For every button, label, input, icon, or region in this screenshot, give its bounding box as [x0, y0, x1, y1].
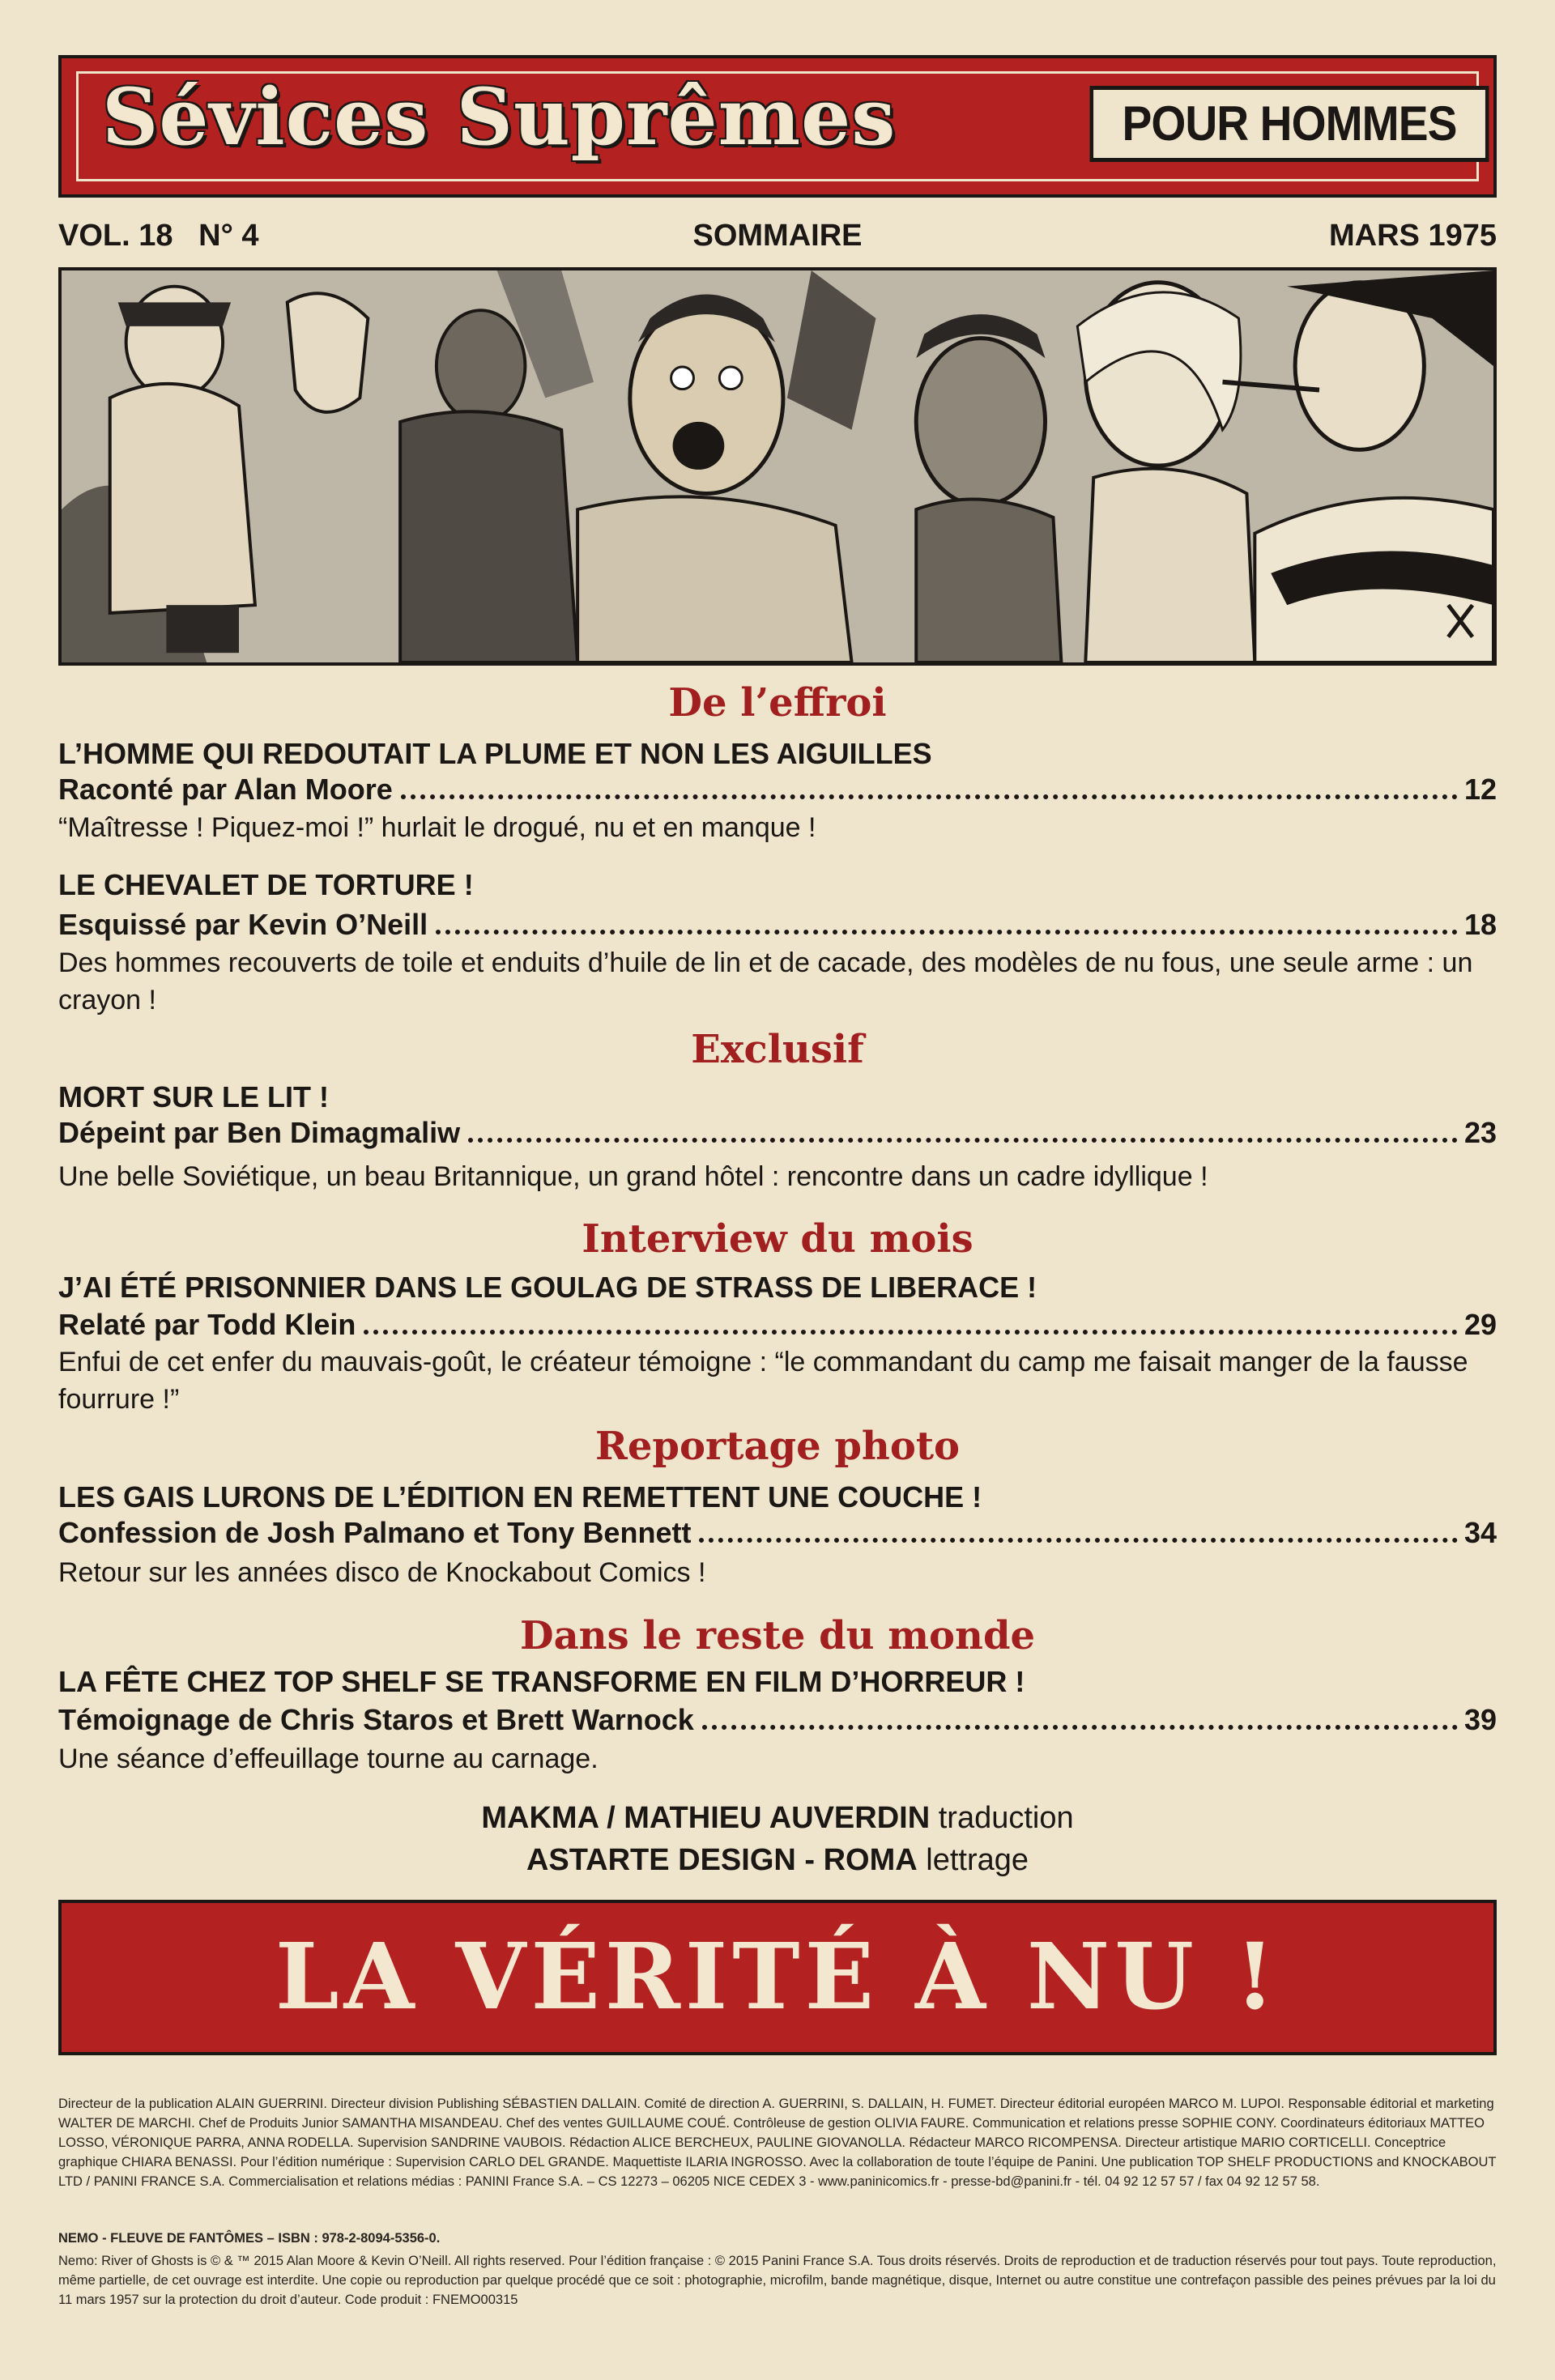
legal-isbn-text: NEMO - FLEUVE DE FANTÔMES – ISBN : 978-2-8094-5356-0.	[58, 2231, 441, 2246]
legal-rights-text: Nemo: River of Ghosts is © & ™ 2015 Alan Moore & Kevin O’Neill. All rights reserved. Pour l’édition française : © 2015 Panini France S.A. Tous droits réservés. Droits de reproduction et de traduction réservés pour tout pays. Toute reproduction, même partielle, de cet ouvrage est interdite. Une copie ou reproduction par quelque procédé que ce soit : photographie, microfilm, bande magnétique, disque, Internet ou autre constitue une contrefaçon passible des peines prévues par la loi du 11 mars 1957 sur la protection du droit d’auteur. Code produit : FNEMO00315	[58, 2254, 1497, 2307]
magazine-subtitle: POUR HOMMES	[1089, 86, 1489, 162]
story-byline	[58, 1515, 1497, 1551]
issue-date: MARS 1975	[1329, 219, 1497, 253]
magazine-title: Sévices Suprêmes	[102, 71, 897, 163]
legal-rights	[58, 2251, 1497, 2310]
story-title: LA FÊTE CHEZ TOP SHELF SE TRANSFORME EN FILM D’HORREUR !	[58, 1665, 1025, 1698]
cover-illustration	[58, 267, 1497, 666]
story-title: MORT SUR LE LIT !	[58, 1080, 329, 1113]
story-byline	[58, 772, 1497, 807]
section-title: Dans le reste du monde	[519, 1613, 1036, 1658]
leader-dots	[702, 1702, 1458, 1730]
page-number: 39	[1463, 1703, 1497, 1736]
story-description: “Maîtresse ! Piquez-moi !” hurlait le drogué, nu et en manque !	[58, 812, 816, 843]
legal-isbn	[58, 2229, 1497, 2248]
page-number: 34	[1463, 1516, 1497, 1549]
story-byline	[58, 1307, 1497, 1343]
story-description: Enfui de cet enfer du mauvais-goût, le créateur témoigne : “le commandant du camp me faisait manger de la fausse fourrure !”	[58, 1347, 1468, 1415]
legal-staff-text: Directeur de la publication ALAIN GUERRINI. Directeur division Publishing SÉBASTIEN DALLAIN. Comité de direction A. GUERRINI, S. DALLAIN, H. FUMET. Directeur éditorial européen MARCO M. LUPOI. Responsable éditorial et marketing WALTER DE MARCHI. Chef de Produits Junior SAMANTHA MISANDEAU. Chef des ventes GUILLAUME COUÉ. Contrôleuse de gestion OLIVIA FAURE. Communication et relations presse SOPHIE CONY. Coordinateurs éditoriaux MATTEO LOSSO, VÉRONIQUE PARRA, ANNA RODELLA. Supervision SANDRINE VAUBOIS. Rédaction ALICE BERCHEUX, PAULINE GIOVANOLLA. Rédacteur MARCO RICOMPENSA. Directeur artistique MARIO CORTICELLI. Conceptrice graphique CHIARA BENASSI. Pour l’édition numérique : Supervision CARLO DEL GRANDE. Maquettiste ILARIA INGROSSO. Avec la collaboration de toute l’équipe de Panini. Une publication TOP SHELF PRODUCTIONS and KNOCKABOUT LTD / PANINI FRANCE S.A. Commercialisation et relations médias : PANINI France S.A. – CS 12273 – 06205 NICE CEDEX 3 - www.paninicomics.fr - presse-bd@panini.fr - tél. 04 92 12 57 57 / fax 04 92 12 57 58.	[58, 2097, 1497, 2189]
leader-dots	[436, 907, 1458, 935]
story-description: Retour sur les années disco de Knockabout Comics !	[58, 1557, 706, 1588]
page-number: 23	[1463, 1116, 1497, 1149]
letterer-name: ASTARTE DESIGN - ROMA	[526, 1843, 918, 1877]
translator-role: traduction	[938, 1801, 1074, 1835]
section-title: Reportage photo	[594, 1424, 961, 1469]
story-title: L’HOMME QUI REDOUTAIT LA PLUME ET NON LES AIGUILLES	[58, 737, 932, 770]
translator-name: MAKMA / MATHIEU AUVERDIN	[481, 1801, 931, 1835]
bottom-banner	[58, 1900, 1497, 2055]
masthead	[58, 55, 1497, 198]
byline-author: Raconté par Alan Moore	[58, 773, 393, 806]
credits-translation	[58, 1796, 1497, 1840]
story-byline	[58, 1702, 1497, 1738]
leader-dots	[364, 1307, 1458, 1335]
contents-heading: SOMMAIRE	[692, 219, 863, 253]
page-number: 29	[1463, 1308, 1497, 1341]
leader-dots	[401, 772, 1458, 799]
story-byline	[58, 1115, 1497, 1151]
illustration-art	[62, 270, 1493, 662]
story-byline	[58, 907, 1497, 943]
story-title: LES GAIS LURONS DE L’ÉDITION EN REMETTENT UNE COUCHE !	[58, 1480, 982, 1514]
story-description: Une belle Soviétique, un beau Britannique, un grand hôtel : rencontre dans un cadre idyllique !	[58, 1161, 1208, 1192]
legal-staff-credits	[58, 2094, 1497, 2191]
letterer-role: lettrage	[926, 1843, 1029, 1877]
credits-lettering	[58, 1838, 1497, 1882]
byline-author: Témoignage de Chris Staros et Brett Warnock	[58, 1703, 694, 1736]
story-title: LE CHEVALET DE TORTURE !	[58, 868, 474, 901]
issue-info-bar	[58, 215, 1497, 256]
byline-author: Relaté par Todd Klein	[58, 1308, 356, 1341]
page-number: 18	[1463, 908, 1497, 941]
byline-author: Confession de Josh Palmano et Tony Bennett	[58, 1516, 692, 1549]
byline-author: Dépeint par Ben Dimagmaliw	[58, 1116, 461, 1149]
section-title: Interview du mois	[582, 1216, 973, 1262]
section-title: Exclusif	[691, 1027, 864, 1072]
leader-dots	[699, 1515, 1458, 1543]
story-description: Une séance d’effeuillage tourne au carnage.	[58, 1743, 599, 1774]
banner-slogan: LA VÉRITÉ À NU !	[275, 1924, 1280, 2030]
byline-author: Esquissé par Kevin O’Neill	[58, 908, 428, 941]
leader-dots	[468, 1115, 1458, 1143]
story-title: J’AI ÉTÉ PRISONNIER DANS LE GOULAG DE STRASS DE LIBERACE !	[58, 1271, 1037, 1304]
issue-volume: VOL. 18 N° 4	[58, 219, 259, 253]
story-description: Des hommes recouverts de toile et enduits d’huile de lin et de cacade, des modèles de nu fous, une seule arme : un crayon !	[58, 947, 1473, 1015]
page-number: 12	[1463, 773, 1497, 806]
section-title: De l’effroi	[668, 680, 887, 726]
